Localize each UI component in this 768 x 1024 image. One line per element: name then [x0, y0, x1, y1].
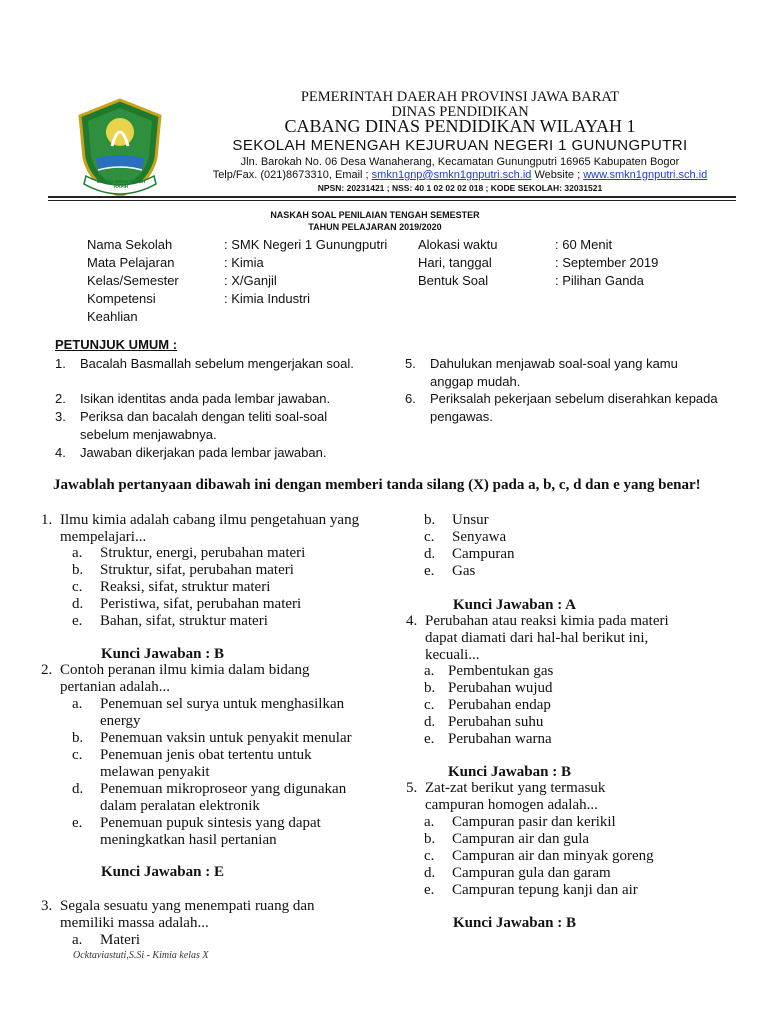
question-3-continued	[424, 512, 624, 582]
option-letter: b.	[424, 831, 436, 847]
instructions-heading: PETUNJUK UMUM :	[55, 337, 178, 352]
option-text: Perubahan suhu	[448, 714, 544, 730]
option-letter: d.	[72, 596, 84, 612]
header-rule-thin	[48, 200, 736, 201]
info-label: Bentuk Soal	[418, 273, 489, 288]
option-letter: e.	[424, 882, 435, 898]
option-letter: b.	[72, 562, 84, 578]
info-value: : X/Ganjil	[224, 273, 277, 288]
option-text: Peristiwa, sifat, perubahan materi	[100, 596, 302, 612]
option-letter: c.	[424, 529, 435, 545]
option-letter: e.	[424, 731, 435, 747]
header-rule-thick	[48, 196, 736, 198]
question-text: Segala sesuatu yang menempati ruang dan memiliki massa adalah...	[60, 898, 315, 931]
option-text: Perubahan warna	[448, 731, 552, 747]
website-link[interactable]: www.smkn1gnputri.sch.id	[583, 169, 708, 181]
answer-key: Kunci Jawaban : B	[101, 646, 224, 662]
question-3	[41, 898, 371, 950]
option-text: Bahan, sifat, struktur materi	[100, 613, 268, 629]
option-letter: a.	[72, 545, 83, 561]
header-address: Jln. Barokah No. 06 Desa Wanaherang, Kecamatan Gunungputri 16965 Kabupaten Bogor	[240, 156, 680, 168]
info-label: Hari, tanggal	[418, 255, 492, 270]
option-letter: c.	[72, 579, 83, 595]
info-value: : Pilihan Ganda	[555, 273, 644, 288]
instruction-number: 5.	[405, 356, 416, 371]
info-value: : Kimia Industri	[224, 291, 310, 306]
instruction-text: Bacalah Basmallah sebelum mengerjakan soal.	[80, 356, 354, 371]
instruction-text: Isikan identitas anda pada lembar jawaban.	[80, 391, 331, 406]
answer-key: Kunci Jawaban : B	[448, 764, 571, 780]
header-branch: CABANG DINAS PENDIDIKAN WILAYAH 1	[284, 116, 636, 136]
question-5	[406, 780, 726, 900]
info-value: : 60 Menit	[555, 237, 613, 252]
question-4	[406, 613, 726, 753]
option-text: Senyawa	[452, 529, 507, 545]
instruction-text: Periksa dan bacalah dengan teliti soal-soal sebelum menjawabnya.	[80, 409, 328, 442]
option-text: Struktur, energi, perubahan materi	[100, 545, 306, 561]
info-value: : Kimia	[224, 255, 264, 270]
answer-key: Kunci Jawaban : E	[101, 864, 224, 880]
option-letter: e.	[72, 613, 83, 629]
option-letter: d.	[72, 781, 84, 797]
instruction-number: 3.	[55, 409, 66, 424]
option-text: Penemuan sel surya untuk menghasilkan energy	[100, 696, 345, 729]
option-text: Unsur	[452, 512, 489, 528]
contact-phone: Telp/Fax. (021)8673310, Email ;	[212, 169, 372, 181]
option-text: Gas	[452, 563, 476, 579]
instruction-number: 1.	[55, 356, 66, 371]
question-text: Perubahan atau reaksi kimia pada materi dapat diamati dari hal-hal berikut ini, kecuali...	[425, 613, 669, 663]
option-letter: b.	[424, 512, 436, 528]
option-text: Perubahan wujud	[448, 680, 553, 696]
option-letter: e.	[424, 563, 435, 579]
info-label: Alokasi waktu	[418, 237, 498, 252]
option-letter: a.	[424, 814, 435, 830]
option-letter: d.	[424, 865, 436, 881]
logo-motto: GEMAH RIPAH REPEH RAPIH	[96, 179, 146, 189]
option-text: Campuran	[452, 546, 515, 562]
question-2	[41, 662, 371, 852]
page-footer: Ocktaviastuti,S.Si - Kimia kelas X	[73, 950, 209, 961]
main-instruction: Jawablah pertanyaan dibawah ini dengan memberi tanda silang (X) pada a, b, c, d dan e yang benar!	[53, 477, 701, 493]
header-government: PEMERINTAH DAERAH PROVINSI JAWA BARAT	[300, 89, 620, 105]
email-link[interactable]: smkn1gnp@smkn1gnputri.sch.id	[371, 169, 532, 181]
option-text: Campuran gula dan garam	[452, 865, 611, 881]
info-value: : September 2019	[555, 255, 659, 270]
option-letter: a.	[72, 696, 83, 712]
instruction-text: Dahulukan menjawab soal-soal yang kamu anggap mudah.	[430, 356, 678, 389]
header-school: SEKOLAH MENENGAH KEJURUAN NEGERI 1 GUNUNGPUTRI	[232, 137, 688, 154]
exam-title: NASKAH SOAL PENILAIAN TENGAH SEMESTER	[270, 210, 480, 220]
info-label: Kelas/Semester	[87, 273, 179, 288]
option-text: Campuran air dan minyak goreng	[452, 848, 654, 864]
info-label: Mata Pelajaran	[87, 255, 175, 270]
instruction-number: 6.	[405, 391, 416, 406]
option-text: Materi	[100, 932, 140, 948]
option-text: Campuran tepung kanji dan air	[452, 882, 638, 898]
question-text: Ilmu kimia adalah cabang ilmu pengetahuan yang mempelajari...	[60, 512, 360, 545]
option-text: Perubahan endap	[448, 697, 551, 713]
question-1	[41, 512, 371, 652]
option-letter: c.	[72, 747, 83, 763]
option-text: Penemuan vaksin untuk penyakit menular	[100, 730, 352, 746]
header-contact	[160, 169, 760, 181]
question-text: Zat-zat berikut yang termasuk campuran homogen adalah...	[425, 780, 606, 813]
option-letter: b.	[72, 730, 84, 746]
question-number: 2.	[41, 662, 53, 678]
option-text: Penemuan pupuk sintesis yang dapat meningkatkan hasil pertanian	[100, 815, 321, 848]
instruction-text: Periksalah pekerjaan sebelum diserahkan kepada pengawas.	[430, 391, 718, 424]
info-label: Kompetensi	[87, 291, 156, 306]
question-number: 5.	[406, 780, 418, 796]
info-label: Nama Sekolah	[87, 237, 173, 252]
option-text: Campuran air dan gula	[452, 831, 590, 847]
option-letter: b.	[424, 680, 436, 696]
website-label: Website ;	[531, 169, 584, 181]
header-codes: NPSN: 20231421 ; NSS: 40 1 02 02 02 018 ; KODE SEKOLAH: 32031521	[317, 183, 603, 193]
option-text: Struktur, sifat, perubahan materi	[100, 562, 294, 578]
header-agency: DINAS PENDIDIKAN	[391, 104, 529, 120]
instruction-number: 2.	[55, 391, 66, 406]
exam-year: TAHUN PELAJARAN 2019/2020	[308, 222, 442, 232]
instruction-number: 4.	[55, 445, 66, 460]
provincial-logo	[72, 96, 168, 200]
option-letter: d.	[424, 546, 436, 562]
info-value: : SMK Negeri 1 Gunungputri	[224, 237, 388, 252]
option-text: Penemuan jenis obat tertentu untuk melawan penyakit	[100, 747, 312, 780]
answer-key: Kunci Jawaban : B	[453, 915, 576, 931]
option-letter: a.	[72, 932, 83, 948]
answer-key: Kunci Jawaban : A	[453, 597, 576, 613]
option-letter: c.	[424, 697, 435, 713]
option-text: Campuran pasir dan kerikil	[452, 814, 616, 830]
info-label: Keahlian	[87, 309, 138, 324]
option-text: Reaksi, sifat, struktur materi	[100, 579, 271, 595]
question-text: Contoh peranan ilmu kimia dalam bidang pertanian adalah...	[60, 662, 310, 695]
question-number: 4.	[406, 613, 418, 629]
question-number: 1.	[41, 512, 53, 528]
option-text: Penemuan mikroproseor yang digunakan dalam peralatan elektronik	[100, 781, 347, 814]
option-letter: e.	[72, 815, 83, 831]
option-letter: a.	[424, 663, 435, 679]
instruction-text: Jawaban dikerjakan pada lembar jawaban.	[80, 445, 327, 460]
option-text: Pembentukan gas	[448, 663, 554, 679]
option-letter: d.	[424, 714, 436, 730]
option-letter: c.	[424, 848, 435, 864]
question-number: 3.	[41, 898, 53, 914]
